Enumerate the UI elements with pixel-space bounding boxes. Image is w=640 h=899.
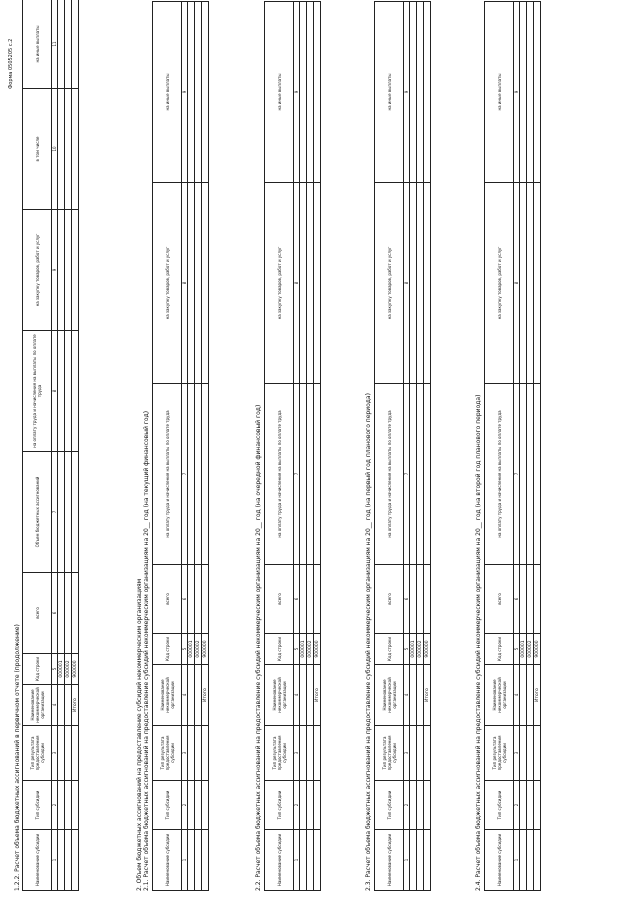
total-code: 900000 [424, 634, 431, 665]
header-cell: на закупку товаров, работ и услуг [23, 210, 52, 331]
header-cell: Наименование некоммерческой организации [153, 665, 182, 726]
column-number: 7 [52, 452, 58, 573]
line-code: 000001 [520, 634, 527, 665]
column-number: 1 [52, 830, 58, 891]
line-code: 000001 [300, 634, 307, 665]
column-number: 10 [52, 89, 58, 210]
section-caption: 2.4. Расчет объема бюджетных ассигнований на предоставление субсидий некоммерческим организациям на 20__ год (на второй год планового периода) [475, 394, 482, 891]
column-number: 6 [52, 573, 58, 654]
header-cell: Тип субсидии [153, 781, 182, 830]
line-code: 000002 [65, 654, 72, 685]
total-code: 900000 [314, 634, 321, 665]
header-cell: Наименование субсидии [23, 830, 52, 891]
total-label: Итого [424, 665, 431, 726]
column-number: 9 [52, 210, 58, 331]
line-code: 000002 [417, 634, 424, 665]
column-number: 4 [52, 685, 58, 726]
column-number: 2 [52, 781, 58, 830]
table-section-2-1: Наименование субсидии Тип субсидии Тип результата предоставления субсидии Наименование некоммерческой организации Код строки всего на оплату труда и начисления на выплаты по оплате труда на закупку товаров, работ и услуг на иные выплаты 1 2 3 4 5 6 7 8 9 000001 000002 Итого 900000 [152, 1, 209, 891]
section-caption: 2. Объем бюджетных ассигнований на предоставление субсидий некоммерческим организациям [136, 578, 143, 891]
header-cell: на иные выплаты [23, 0, 52, 89]
column-number: 11 [52, 0, 58, 89]
header-cell: Наименование некоммерческой организации [23, 685, 52, 726]
form-code: Форма 0505205 с.2 [8, 38, 14, 89]
header-cell: Тип результата предоставления субсидии [23, 726, 52, 781]
total-label: Итого [202, 665, 209, 726]
total-code: 900000 [534, 634, 541, 665]
table-section-1-2-2 [22, 0, 79, 891]
total-code: 900000 [202, 634, 209, 665]
header-cell: Тип субсидии [23, 781, 52, 830]
column-number: 8 [52, 331, 58, 452]
header-cell: Код строки [23, 654, 52, 685]
table-section-2-3: Наименование субсидии Тип субсидии Тип результата предоставления субсидии Наименование некоммерческой организации Код строки всего на оплату труда и начисления на выплаты по оплате труда на закупку товаров, работ и услуг на иные выплаты 1 2 3 4 5 6 7 8 9 000001 000002 Итого 900000 [374, 1, 431, 891]
line-code: 000002 [307, 634, 314, 665]
header-cell: всего [153, 565, 182, 634]
line-code: 000001 [410, 634, 417, 665]
column-number: 5 [52, 654, 58, 685]
section-caption: 2.3. Расчет объема бюджетных ассигнований на предоставление субсидий некоммерческим организациям на 20__ год (на первый год планового периода) [365, 393, 372, 891]
header-cell: Объем бюджетных ассигнований [23, 452, 52, 573]
total-code: 900000 [72, 654, 79, 685]
header-cell: на закупку товаров, работ и услуг [153, 183, 182, 384]
section-caption: 1.2.2. Расчет объема бюджетных ассигнований в первичном отчете (продолжение) [14, 624, 21, 891]
header-cell: на иные выплаты [153, 2, 182, 183]
line-code: 000001 [188, 634, 195, 665]
total-label: Итого [72, 685, 79, 726]
line-code: 000001 [58, 654, 65, 685]
header-cell: Код строки [153, 634, 182, 665]
column-number: 3 [52, 726, 58, 781]
line-code: 000002 [195, 634, 202, 665]
line-code: 000002 [527, 634, 534, 665]
total-label: Итого [534, 665, 541, 726]
subsection-caption: 2.1. Расчет объема бюджетных ассигнований на предоставление субсидий некоммерческим организациям на 20__ год (на текущий финансовый год) [143, 410, 150, 891]
header-cell: на оплату труда и начисления на выплаты по оплате труда [153, 384, 182, 565]
header-cell: в том числе [23, 89, 52, 210]
table-section-2-2: Наименование субсидии Тип субсидии Тип результата предоставления субсидии Наименование некоммерческой организации Код строки всего на оплату труда и начисления на выплаты по оплате труда на закупку товаров, работ и услуг на иные выплаты 1 2 3 4 5 6 7 8 9 000001 000002 Итого 900000 [264, 1, 321, 891]
table-section-2-4: Наименование субсидии Тип субсидии Тип результата предоставления субсидии Наименование некоммерческой организации Код строки всего на оплату труда и начисления на выплаты по оплате труда на закупку товаров, работ и услуг на иные выплаты 1 2 3 4 5 6 7 8 9 000001 000002 Итого 900000 [484, 1, 541, 891]
header-cell: Наименование субсидии [153, 830, 182, 891]
header-cell: всего [23, 573, 52, 654]
section-caption: 2.2. Расчет объема бюджетных ассигнований на предоставление субсидий некоммерческим организациям на 20__ год (на очередной финансовый год) [255, 404, 262, 891]
total-label: Итого [314, 665, 321, 726]
header-cell: Тип результата предоставления субсидии [153, 726, 182, 781]
header-cell: на оплату труда и начисления на выплаты по оплате труда [23, 331, 52, 452]
